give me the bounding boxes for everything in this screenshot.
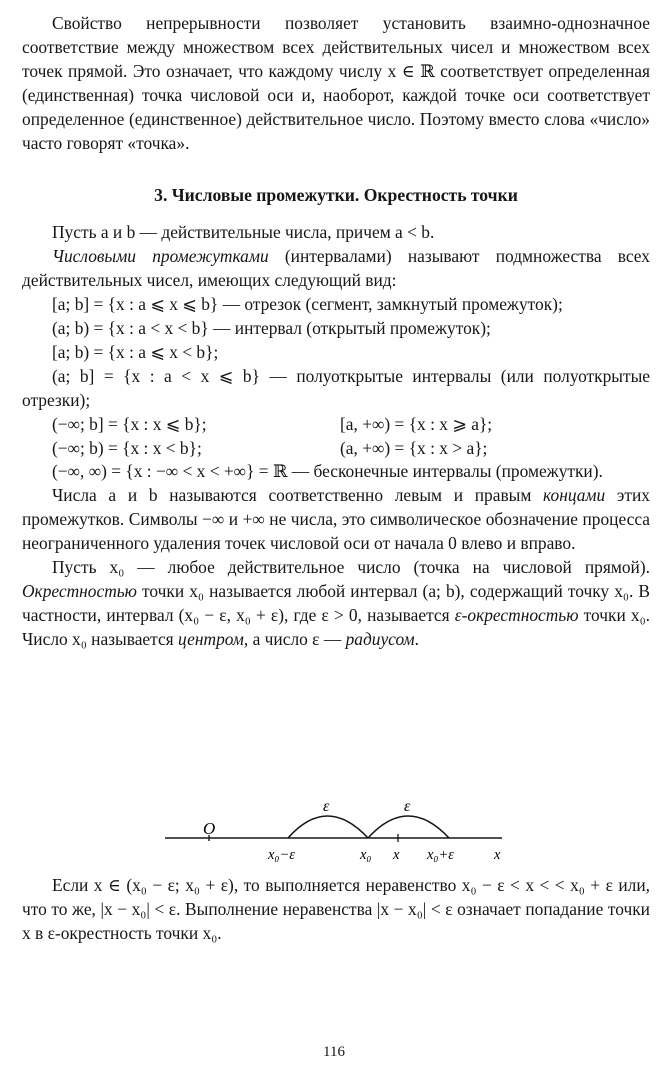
neighborhood-text-a: Пусть x₀ — любое действительное число (точка на числовой прямой). xyxy=(52,557,650,578)
paragraph-inequality: Если x ∈ (x₀ − ε; x₀ + ε), то выполняется неравенство x₀ − ε < x < < x₀ + ε или, что то же, |x − x₀| < ε. Выполнение неравенства |x − x₀| < ε означает попадание точки x в ε-окрестность точки x₀. xyxy=(22,875,650,943)
term-center: центром xyxy=(178,628,244,649)
paragraph-endpoints xyxy=(22,484,650,556)
page-body-after-figure xyxy=(22,874,650,946)
endpoints-text-b: этих промежутков. Символы −∞ и +∞ не числа, это символическое обозначение процесса неограниченного удаления точек числовой оси от начала 0 влево и вправо. xyxy=(22,485,650,554)
x0-label: x₀ xyxy=(360,847,372,863)
term-radius: радиусом xyxy=(345,628,415,649)
definition-text: (интервалами) называют подмножества всех действительных чисел, имеющих следующий вид: xyxy=(22,246,650,291)
x0-minus-eps-label: x₀−ε xyxy=(268,847,295,863)
page-body xyxy=(22,12,650,652)
formula-segment: [a; b] = {x : a ⩽ x ⩽ b} — отрезок (сегмент, замкнутый промежуток); xyxy=(52,294,563,315)
x-point-label: x xyxy=(393,847,400,863)
formula-infinite-right-open: (a, +∞) = {x : x > a}; xyxy=(340,437,488,458)
paragraph-neighborhood xyxy=(22,556,650,652)
formula-infinite-left-open: (−∞; b) = {x : x < b}; xyxy=(52,437,202,458)
endpoints-text-a: Числа a и b называются соответственно левым и правым xyxy=(52,485,544,506)
eps-right-label: ε xyxy=(404,798,411,815)
formula-open-interval: (a; b) = {x : a < x < b} — интервал (открытый промежуток); xyxy=(52,317,491,338)
formula-row-2 xyxy=(22,437,650,461)
formula-half-open-1: [a; b) = {x : a ⩽ x < b}; xyxy=(52,341,219,362)
neighborhood-text-d: , а число ε — xyxy=(243,628,346,649)
x0-plus-eps-label: x₀+ε xyxy=(427,847,454,863)
paragraph-intervals-definition xyxy=(22,245,650,293)
formula-infinite-right-closed: [a, +∞) = {x : x ⩾ a}; xyxy=(340,413,493,434)
arc-right-eps xyxy=(368,816,449,838)
axis-x-label: x xyxy=(494,847,501,863)
paragraph-let-a-b: Пусть a и b — действительные числа, причем a < b. xyxy=(52,222,435,243)
term-eps-neighborhood: ε-окрестностью xyxy=(454,604,579,625)
page-number: 116 xyxy=(323,1044,345,1060)
formula-half-open-2: (a; b] = {x : a < x ⩽ b} — полуоткрытые интервалы (или полуоткрытые отрезки); xyxy=(22,365,650,410)
origin-label: O xyxy=(203,819,216,838)
number-line-figure xyxy=(0,796,668,868)
term-numeric-intervals: Числовыми промежутками xyxy=(52,246,269,267)
term-neighborhood: Окрестностью xyxy=(22,580,137,601)
neighborhood-text-e: . xyxy=(414,628,419,649)
formula-row-1 xyxy=(22,413,650,437)
neighborhood-text-c: точки x₀. Число x₀ называется xyxy=(22,604,650,649)
section-title: 3. Числовые промежутки. Окрестность точки xyxy=(154,185,518,206)
formula-whole-line: (−∞, ∞) = {x : −∞ < x < +∞} = ℝ — бесконечные интервалы (промежутки). xyxy=(52,461,603,482)
paragraph-continuity: Свойство непрерывности позволяет установить взаимно-однозначное соответствие между множеством всех действительных чисел и множеством всех точек прямой. Это означает, что каждому числу x ∈ ℝ соответствует определенная (единственная) точка числовой оси и, наоборот, каждой точке оси соответствует определенное (единственное) действительное число. Поэтому вместо слова «число» часто говорят «точка». xyxy=(22,13,650,153)
neighborhood-text-b: точки x₀ называется любой интервал (a; b), содержащий точку x₀. В частности, интервал (x₀ − ε, x₀ + ε), где ε > 0, называется xyxy=(22,580,650,625)
eps-left-label: ε xyxy=(323,798,330,815)
arc-left-eps xyxy=(288,816,368,838)
term-ends: концами xyxy=(543,485,606,506)
formula-infinite-left-closed: (−∞; b] = {x : x ⩽ b}; xyxy=(52,413,207,434)
